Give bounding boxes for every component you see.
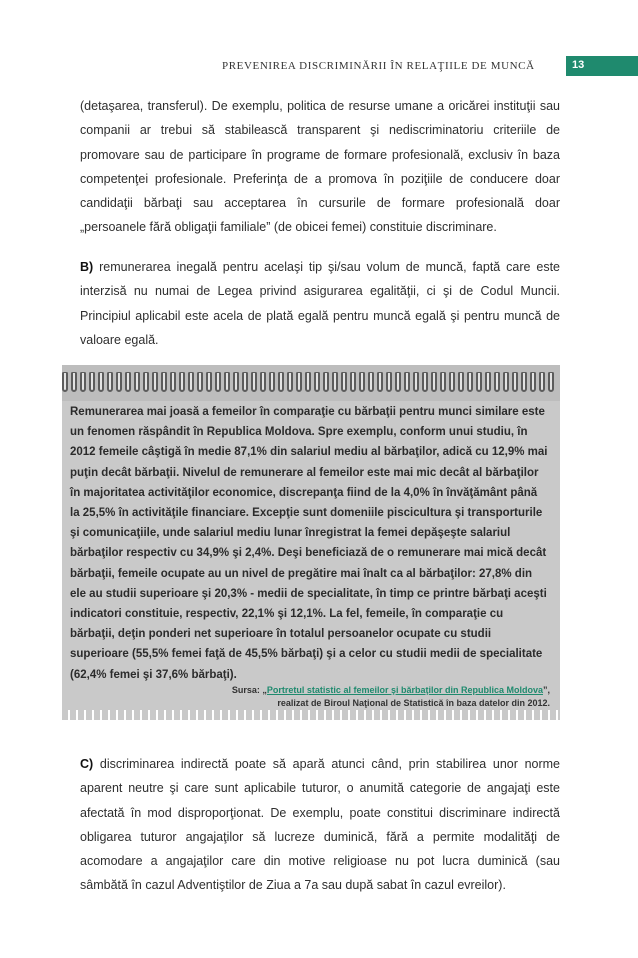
spiral-ring <box>71 372 77 392</box>
source-citation <box>150 684 550 710</box>
spiral-ring <box>188 372 194 392</box>
paragraph-c <box>80 752 560 898</box>
spiral-ring <box>341 372 347 392</box>
source-link[interactable]: Portretul statistic al femeilor şi bărbaţilor din Republica Moldova <box>266 685 543 695</box>
spiral-ring <box>314 372 320 392</box>
spiral-ring <box>386 372 392 392</box>
spiral-ring <box>458 372 464 392</box>
spiral-ring <box>170 372 176 392</box>
spiral-ring <box>413 372 419 392</box>
spiral-ring <box>377 372 383 392</box>
spiral-ring <box>287 372 293 392</box>
spiral-ring <box>269 372 275 392</box>
spiral-ring <box>449 372 455 392</box>
spiral-ring <box>467 372 473 392</box>
spiral-ring <box>134 372 140 392</box>
spiral-ring <box>305 372 311 392</box>
spiral-ring <box>404 372 410 392</box>
spiral-ring <box>431 372 437 392</box>
paragraph-continuation: (detaşarea, transferul). De exemplu, politica de resurse umane a oricărei instituţii sau companii ar trebui să stabilească transparent şi nediscriminatoriu criteriile de promovare sau de participare în programe de formare profesională, exclusiv în baza competenţei profesionale. Preferinţa de a promova în poziţiile de conducere doar candidaţii bărbaţi sau acceptarea în cursurile de formare profesională doar „persoanele fără obligaţii familiale” (de obicei femei) constituie discriminare. <box>80 99 560 235</box>
spiral-ring <box>548 372 554 392</box>
spiral-ring <box>494 372 500 392</box>
spiral-ring <box>260 372 266 392</box>
running-header-title: PREVENIREA DISCRIMINĂRII ÎN RELAŢIILE DE MUNCĂ <box>222 60 535 72</box>
paragraph-b-text: remunerarea inegală pentru acelaşi tip şi/sau volum de muncă, faptă care este interzisă nu numai de Legea privind asigurarea egalităţii, ci şi de Codul Muncii. Principiul aplicabil este acela de plată egală pentru muncă egală şi pentru muncă de valoare egală. <box>80 260 560 347</box>
spiral-ring <box>251 372 257 392</box>
spiral-ring <box>206 372 212 392</box>
spiral-ring <box>422 372 428 392</box>
source-suffix: ”, <box>542 685 550 695</box>
spiral-ring <box>143 372 149 392</box>
source-prefix: Sursa: „ <box>231 685 267 695</box>
spiral-ring <box>224 372 230 392</box>
spiral-ring <box>485 372 491 392</box>
spiral-ring <box>395 372 401 392</box>
paragraph-b-label: B) <box>80 260 94 274</box>
spiral-ring <box>197 372 203 392</box>
paragraph-c-label: C) <box>80 757 94 771</box>
spiral-ring <box>296 372 302 392</box>
spiral-ring <box>332 372 338 392</box>
spiral-ring <box>512 372 518 392</box>
spiral-ring <box>179 372 185 392</box>
spiral-ring <box>161 372 167 392</box>
spiral-ring <box>521 372 527 392</box>
spiral-ring <box>62 372 68 392</box>
spiral-ring <box>80 372 86 392</box>
notebook-spiral-binding <box>62 372 560 394</box>
spiral-ring <box>368 372 374 392</box>
spiral-ring <box>359 372 365 392</box>
spiral-ring <box>530 372 536 392</box>
spiral-ring <box>476 372 482 392</box>
spiral-ring <box>323 372 329 392</box>
spiral-ring <box>215 372 221 392</box>
spiral-ring <box>107 372 113 392</box>
spiral-ring <box>152 372 158 392</box>
spiral-ring <box>98 372 104 392</box>
spiral-ring <box>350 372 356 392</box>
spiral-ring <box>242 372 248 392</box>
spiral-ring <box>503 372 509 392</box>
notebook-box-text: Remunerarea mai joasă a femeilor în comparaţie cu bărbaţii pentru munci similare este un fenomen răspândit în Republica Moldova. Spre exemplu, conform unui studiu, în 2012 femeile câştigă în medie 87,1% din salariul mediu al bărbaţilor, adică cu 12,9% mai puţin decât bărbaţii. Nivelul de remunerare al femeilor este mai mic decât al bărbaţilor în majoritatea activităţilor economice, discrepanţa fiind de la 4,0% în învăţământ până la 25,5% în activităţile financiare. Excepţie sunt domeniile piscicultura şi transporturile şi comunicaţiile, unde salariul mediu lunar înregistrat la femei depăşeşte salariul bărbaţilor respectiv cu 34,9% şi 2,4%. Deşi beneficiază de o remunerare mai mică decât bărbaţii, femeile ocupate au un nivel de pregătire mai înalt ca al bărbaţilor: 27,8% din ele au studii superioare şi 20,3% - medii de specialitate, în timp ce printre bărbaţi aceşti indicatori constituie, respectiv, 22,1% şi 12,1%. La fel, femeile, în comparaţie cu bărbaţii, deţin ponderi net superioare în totalul persoanelor ocupate cu studii superioare (55,5% femei faţă de 45,5% bărbaţi) şi a celor cu studii medii de specialitate (62,4% femei şi 37,6% bărbaţi). <box>70 406 548 681</box>
spiral-ring <box>125 372 131 392</box>
spiral-ring <box>233 372 239 392</box>
spiral-ring <box>116 372 122 392</box>
page-number: 13 <box>572 59 585 71</box>
spiral-ring <box>278 372 284 392</box>
spiral-ring <box>440 372 446 392</box>
paragraph-c-text: discriminarea indirectă poate să apară atunci când, prin stabilirea unor norme aparent neutre şi care sunt aplicabile tuturor, o anumită categorie de angajaţi este afectată în mod disproporţionat. De exemplu, poate constitui discriminare indirectă obligarea tuturor angajaţilor să lucreze duminică, fără a permite modalităţi de acomodare a angajaţilor care din motive religioase nu pot lucra duminică (sau sâmbătă în cazul Adventiştilor de Ziua a 7a sau după sabat în cazul evreilor). <box>80 757 560 893</box>
spiral-ring <box>539 372 545 392</box>
source-line2: realizat de Biroul Naţional de Statistică în baza datelor din 2012. <box>277 698 550 708</box>
paragraph-b <box>80 255 560 352</box>
spiral-ring <box>89 372 95 392</box>
page-header <box>0 56 638 78</box>
